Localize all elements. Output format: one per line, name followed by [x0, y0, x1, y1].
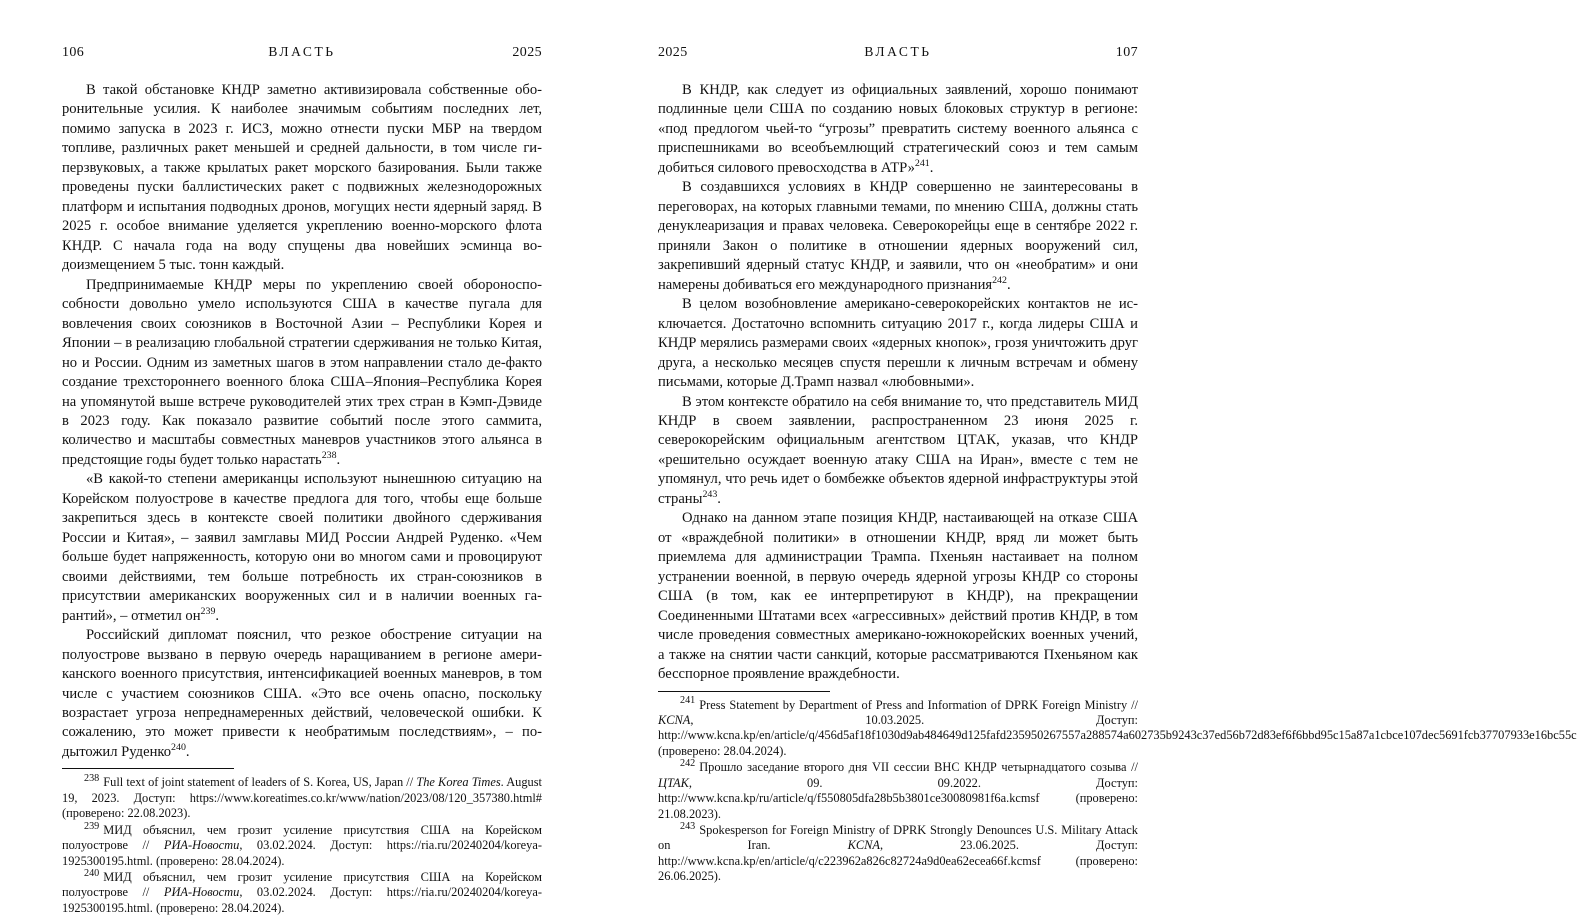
footnote: $^{239}$ МИД объяснил, чем грозит усиление присутствия США на Корейском полуострове // РИА-Новости, 03.02.2024. Доступ: https://ria.ru/20240204/koreya-1925300195.html. (проверено: 28.04.2024).: [62, 820, 542, 868]
footnote-source-title: KCNA: [847, 838, 880, 853]
footnote: $^{238}$ Full text of joint statement of leaders of S. Korea, US, Japan // The Korea Times. August 19, 2023. Доступ: https://www.koreatimes.co.kr/www/nation/2023/08/120_357380.html# (проверено: 22.08.2023).: [62, 773, 542, 821]
footnote: $^{240}$ МИД объяснил, чем грозит усиление присутствия США на Корейском полуострове // РИА-Новости, 03.02.2024. Доступ: https://ria.ru/20240204/koreya-1925300195.html. (проверено: 28.04.2024).: [62, 867, 542, 915]
footnotes-left: [62, 762, 542, 917]
running-head-left: [62, 44, 542, 61]
footnote-reference[interactable]: 238: [321, 450, 337, 462]
footnote-number: 242: [680, 758, 696, 770]
footnote-number: 238: [84, 773, 100, 785]
year-left: 2025: [512, 45, 542, 60]
paragraph: В такой обстановке КНДР заметно активизировала собственные оборонительные усилия. К наиболее значимым событиям последних лет, помимо запуска в 2023 г. ИСЗ, можно отнести пуски МБР на твердом топливе, различных ракет меньшей и средней дальности, в том числе гиперзвуковых, а также крылатых ракет морского базирования. Были также проведены пуски баллистических ракет с подвижных железнодорожных платформ и испытания подводных дронов, могущих нести ядерный заряд. В 2025 г. особое внимание уделяется укреплению военно-морского флота КНДР. С начала года на воду спущены два новейших эсминца водоизмещением 5 тыс. тонн каждый.: [62, 82, 542, 274]
footnote-source-title: РИА-Новости: [163, 838, 240, 853]
footnote-source-title: РИА-Новости: [163, 885, 240, 900]
footnote-separator-right: [658, 691, 830, 692]
footnote-number: 239: [84, 820, 100, 832]
running-head-right: [658, 44, 1138, 61]
journal-title-left: ВЛАСТЬ: [268, 44, 336, 59]
footnote-number: 240: [84, 867, 100, 879]
paragraph: «В какой-то степени американцы используют нынешнюю ситуацию на Корейском полуострове в качестве предлога для того, чтобы еще больше закрепиться здесь в контексте своей политики двойного сдерживания России и Китая», – заявил замглавы МИД России Андрей Руденко. «Чем больше будет напряженность, которую они во многом сами и провоцируют своими действиями, тем больше потребность их стран-союзников в присутствии американских вооруженных сил и в наличии военных гарантий», – отметил $он^{239}$.: [62, 471, 542, 624]
footnote-reference[interactable]: 239: [200, 605, 216, 617]
paragraph: В целом возобновление американо-северокорейских контактов не исключается. Достаточно вспомнить ситуацию 2017 г., когда лидеры США и КНДР мерялись размерами своих «ядерных кнопок», грозя уничтожить друг друга, а несколько месяцев спустя перешли к личным встречам и обмену письмами, которые Д.Трамп назвал «любовными».: [658, 296, 1138, 391]
footnote-source-title: ЦТАК: [658, 775, 689, 790]
body-text-right: [658, 81, 1138, 685]
paragraph: Российский дипломат пояснил, что резкое обострение ситуации на полуострове вызвано в первую очередь наращиванием в регионе американского военного присутствия, интенсификацией военных маневров, в том числе с участием союзников США. «Это все очень опасно, поскольку возрастает угроза непреднамеренных действий, человеческой ошибки. К сожалению, это может привести к необратимым последствиям», – подытожил Руденко$^{240}$.: [62, 627, 542, 760]
page-right: [600, 0, 1577, 884]
footnotes-right: [658, 685, 1577, 886]
paragraph: В КНДР, как следует из официальных заявлений, хорошо понимают подлинные цели США по созданию новых блоковых структур в регионе: «под предлогом чьей-то “угрозы” превратить систему военного альянса с приспешниками во всеобъемлющий стратегический союз и тем самым добиться силового превосходства в АТР»$^{241}$.: [658, 82, 1138, 176]
paragraph: Предпринимаемые КНДР меры по укреплению своей обороноспособности довольно умело используются США в качестве пугала для вовлечения своих союзников в Восточной Азии – Республики Корея и Японии – в реализацию глобальной стратегии сдерживания не только Китая, но и России. Одним из заметных шагов в этом направлении стало де-факто создание трехстороннего военного блока США–Япония–Республика Корея на упомянутой выше встрече руководителей этих трех стран в Кэмп-Дэвиде в 2023 году. Как показало развитие событий после этого саммита, количество и масштабы совместных маневров участников этого альянса в предстоящие годы будет только нарастать$^{238}$.: [62, 276, 542, 468]
page-number-right: 107: [1115, 45, 1138, 60]
paragraph: В создавшихся условиях в КНДР совершенно не заинтересованы в переговорах, на которых главными темами, по мнению США, должны стать денуклеаризация и правах человека. Северокорейцы еще в сентябре 2022 г. приняли Закон о политике в отношении ядерных вооружений сил, закрепивший ядерный статус КНДР, и заявили, что он «необратим» и они намерены добиваться его международного признания$^{242}$.: [658, 179, 1138, 293]
footnote: $^{242}$ Прошло заседание второго дня VII сессии ВНС КНДР четырнадцатого созыва // ЦТАК, 09. 09.2022. Доступ: http://www.kcna.kp/ru/article/q/f550805dfa28b5b3801ce30080981f6a.kcmsf (проверено: 21.08.2023).: [658, 758, 1138, 821]
footnote-reference[interactable]: 240: [171, 742, 186, 754]
footnote-source-title: KCNA: [658, 712, 691, 727]
footnote-reference[interactable]: 242: [992, 274, 1007, 286]
paragraph: В этом контексте обратило на себя внимание то, что представитель МИД КНДР в своем заявлении, распространенном 23 июня 2025 г. северокорейским официальным агентством ЦТАК, указав, что КНДР «решительно осуждает военную атаку США на Иран», вместе с тем не упомянул, что речь идет о бомбежке объектов ядерной инфраструктуры этой страны$^{243}$.: [658, 393, 1138, 507]
body-text-left: [62, 81, 542, 762]
footnote-number: 243: [680, 820, 696, 832]
footnote-reference[interactable]: 243: [702, 488, 718, 500]
journal-title-right: ВЛАСТЬ: [864, 44, 932, 59]
footnote: $^{241}$ Press Statement by Department of Press and Information of DPRK Foreign Ministry // KCNA, 10.03.2025. Доступ: http://www.kcna.kp/en/article/q/456d5af18f1030d9ab484649d125fafd235950267557a288574a602735b9243c37ed56b72d83ef6f6bbd95c15a87a1cbce107dec5691fcb37707933e16bc55c (проверено: 28.04.2024).: [658, 695, 1577, 758]
footnote: $^{243}$ Spokesperson for Foreign Ministry of DPRK Strongly Denounces U.S. Military Attack on Iran. KCNA, 23.06.2025. Доступ: http://www.kcna.kp/en/article/q/c223962a826c82724a9d0ea62ecea66f.kcmsf (проверено: 26.06.2025).: [658, 820, 1138, 884]
footnote-reference[interactable]: 241: [914, 158, 930, 170]
page-left: [0, 0, 600, 915]
footnote-separator-left: [62, 768, 234, 769]
year-right: 2025: [658, 45, 688, 60]
footnote-source-title: The Korea Times: [416, 775, 501, 790]
footnote-number: 241: [680, 695, 696, 707]
page-number-left: 106: [62, 45, 85, 60]
paragraph: Однако на данном этапе позиция КНДР, настаивающей на отказе США от «враждебной политики» в отношении КНДР, вряд ли может быть приемлема для администрации Трампа. Пхеньян настаивает на полном устранении военной, в первую очередь ядерной угрозы КНДР со стороны США (в том, как ее интерпретируют в КНДР), на прекращении Соединенными Штатами всех «агрессивных» действий против КНДР, в том числе проведения совместных американо-южнокорейских военных учений, а также на снятии части санкций, которые рассматриваются Пхеньяном как бесспорное проявление враждебности.: [658, 510, 1138, 683]
